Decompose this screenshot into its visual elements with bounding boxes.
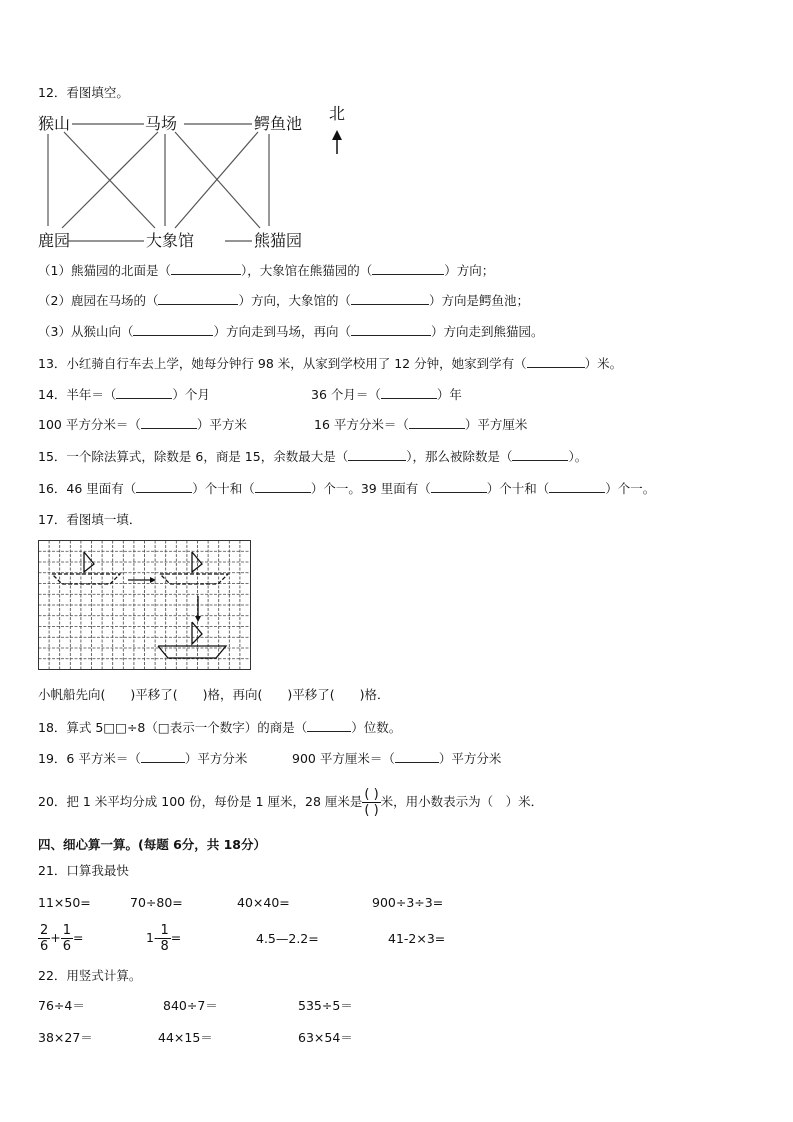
q20: 20．把 1 米平均分成 100 份，每份是 1 厘米，28 厘米是 $\frac{( )}{( )}$ 米，用小数表示为（ ）米． (38, 787, 544, 818)
answer-blank[interactable] (409, 416, 465, 429)
q22-title: 22．用竖式计算。 (38, 968, 142, 983)
q21-r2c4: 41-2×3= (388, 931, 446, 946)
answer-blank[interactable] (116, 386, 172, 399)
place-daxiangguan: 大象馆 (146, 231, 195, 250)
place-xiongmaoyuan: 熊猫园 (254, 231, 303, 250)
answer-blank[interactable] (141, 750, 185, 763)
q21-frac-expr2: 1- $\frac{1}{8}$ = (146, 923, 182, 954)
q12-sub1: （1）熊猫园的北面是（ ），大象馆在熊猫园的（ ）方向； (38, 263, 495, 278)
q14-a: 14．半年＝（ ）个月 (38, 387, 210, 402)
answer-blank[interactable] (512, 448, 568, 461)
q22-r2c3: 63×54＝ (298, 1030, 353, 1045)
place-luyuan: 鹿园 (38, 231, 71, 250)
q18: 18．算式 5□□÷8（□表示一个数字）的商是（ ）位数。 (38, 720, 402, 735)
answer-blank[interactable] (372, 262, 444, 275)
q19-b: 900 平方厘米＝（ ）平方分米 (292, 751, 502, 766)
place-houshan: 猴山 (38, 114, 71, 133)
answer-blank[interactable] (527, 355, 585, 368)
translation-grid (38, 540, 253, 672)
answer-blank[interactable] (255, 480, 311, 493)
q22-r1c2: 840÷7＝ (163, 998, 218, 1013)
q21-r2c3: 4.5—2.2= (256, 931, 319, 946)
q21-r1c1: 11×50= (38, 895, 91, 910)
q21-r1c3: 40×40= (237, 895, 290, 910)
answer-blank[interactable] (158, 292, 238, 305)
answer-blank[interactable] (171, 262, 241, 275)
zoo-map-diagram (30, 104, 360, 253)
q13: 13．小红骑自行车去上学，她每分钟行 98 米，从家到学校用了 12 分钟，她家到学有（ ）米。 (38, 356, 623, 371)
q21-r1c2: 70÷80= (130, 895, 183, 910)
place-eyuchi: 鳄鱼池 (254, 114, 303, 133)
fraction-blank[interactable]: $\frac{( )}{( )}$ (364, 787, 379, 818)
q22-r2c1: 38×27＝ (38, 1030, 93, 1045)
answer-blank[interactable] (381, 386, 437, 399)
answer-blank[interactable] (431, 480, 487, 493)
place-machang: 马场 (145, 114, 178, 133)
answer-blank[interactable] (136, 480, 192, 493)
q12-sub3: （3）从猴山向（ ）方向走到马场，再向（ ）方向走到熊猫园。 (38, 324, 544, 339)
answer-blank[interactable] (133, 323, 213, 336)
q14-c: 100 平方分米＝（ ）平方米 (38, 417, 247, 432)
q22-r2c2: 44×15＝ (158, 1030, 213, 1045)
answer-blank[interactable] (351, 292, 429, 305)
north-label: 北 (329, 104, 346, 123)
answer-blank[interactable] (348, 448, 406, 461)
q21-frac-expr1: $\frac{2}{6}$ + $\frac{1}{6}$ = (40, 923, 84, 954)
q17-answer: 小帆船先向( )平移了( )格，再向( )平移了( )格． (38, 687, 390, 702)
q12-sub2: （2）鹿园在马场的（ ）方向，大象馆的（ ）方向是鳄鱼池； (38, 293, 529, 308)
q15: 15．一个除法算式，除数是 6，商是 15，余数最大是（ ），那么被除数是（ ）。 (38, 449, 588, 464)
answer-blank[interactable] (395, 750, 439, 763)
q17-title: 17．看图填一填． (38, 512, 142, 527)
q12-title: 12．看图填空。 (38, 85, 129, 100)
section4-title: 四、细心算一算。(每题 6分，共 18分） (38, 837, 267, 852)
answer-blank[interactable] (141, 416, 197, 429)
q14-b: 36 个月＝（ ）年 (311, 387, 462, 402)
answer-blank[interactable] (351, 323, 431, 336)
q21-title: 21．口算我最快 (38, 863, 129, 878)
q14-d: 16 平方分米＝（ ）平方厘米 (314, 417, 528, 432)
q22-r1c3: 535÷5＝ (298, 998, 353, 1013)
q16: 16．46 里面有（ ）个十和（ ）个一。39 里面有（ ）个十和（ ）个一。 (38, 481, 656, 496)
q22-r1c1: 76÷4＝ (38, 998, 85, 1013)
answer-blank[interactable] (307, 719, 351, 732)
answer-blank[interactable] (549, 480, 605, 493)
q21-r1c4: 900÷3÷3= (372, 895, 444, 910)
q19-a: 19．6 平方米＝（ ）平方分米 (38, 751, 248, 766)
